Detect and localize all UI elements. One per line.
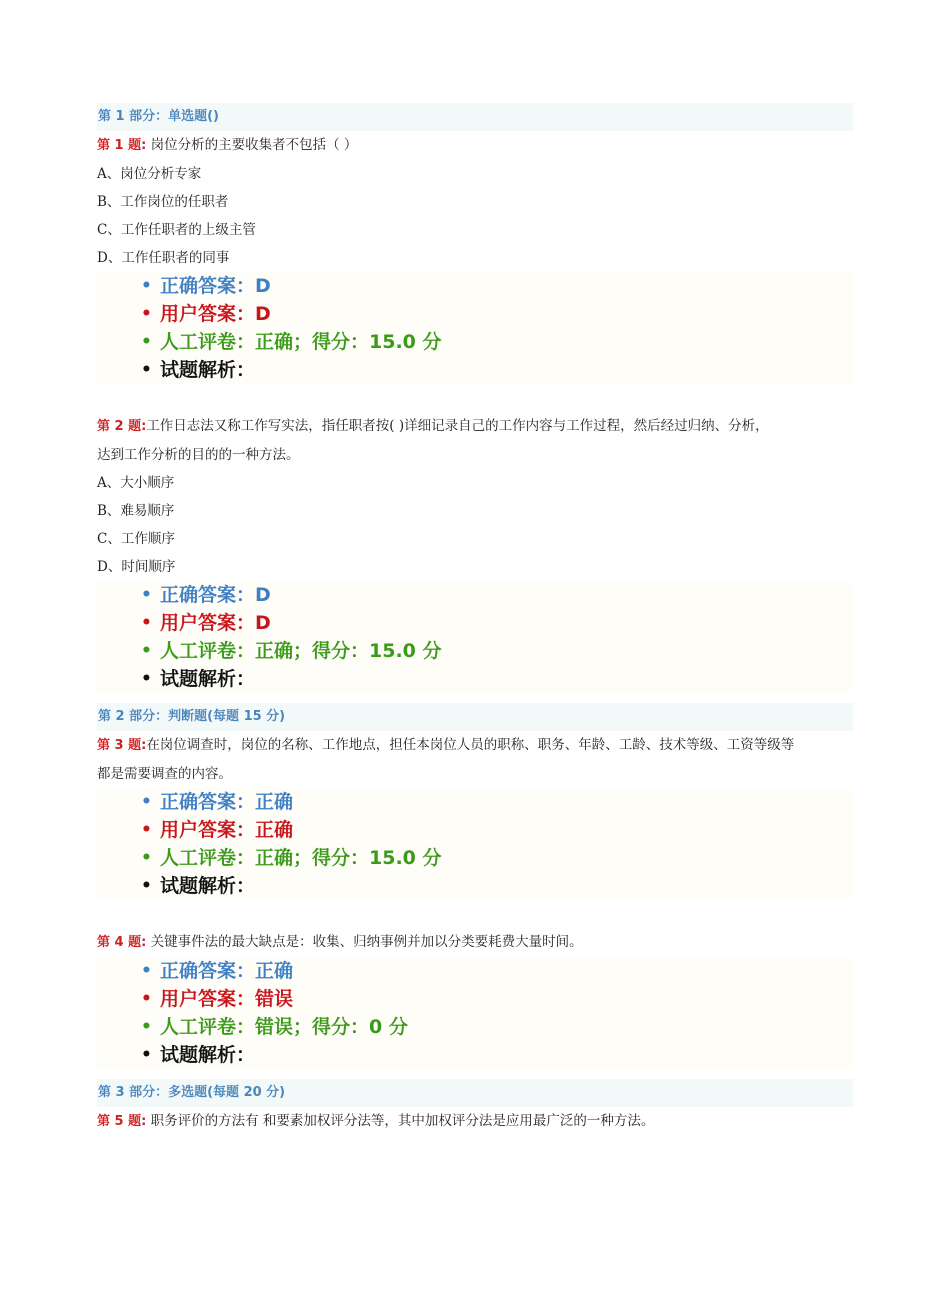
- question-number: 第 3 题: [97, 738, 142, 753]
- explanation: • 试题解析：: [160, 872, 853, 900]
- question-text-continued: 达到工作分析的目的的一种方法。: [97, 447, 300, 463]
- question-number: 第 5 题: [97, 1114, 142, 1129]
- grading-result: • 人工评卷：错误；得分：0 分: [160, 1013, 853, 1041]
- section-header: 第 3 部分：多选题(每题 20 分): [97, 1079, 853, 1107]
- option-a: A、大小顺序: [97, 475, 175, 491]
- option-c: C、工作任职者的上级主管: [97, 222, 256, 238]
- option-a: A、岗位分析专家: [97, 166, 202, 182]
- question-text: 工作日志法又称工作写实法，指任职者按( )详细记录自己的工作内容与工作过程，然后经过归纳、分析，: [146, 418, 769, 434]
- answer-box: [97, 272, 853, 384]
- explanation: • 试题解析：: [160, 356, 853, 384]
- grading-result: • 人工评卷：正确；得分：15.0 分: [160, 637, 853, 665]
- question-text: 职务评价的方法有 和要素加权评分法等，其中加权评分法是应用最广泛的一种方法。: [150, 1113, 655, 1129]
- question-stem: 第 2 题:工作日志法又称工作写实法，指任职者按( )详细记录自己的工作内容与工作过程，然后经过归纳、分析，: [97, 418, 769, 434]
- user-answer: • 用户答案：D: [160, 300, 853, 328]
- explanation: • 试题解析：: [160, 665, 853, 693]
- question-stem: 第 4 题: 关键事件法的最大缺点是：收集、归纳事例并加以分类要耗费大量时间。: [97, 934, 583, 950]
- option-c: C、工作顺序: [97, 531, 175, 547]
- question-number: 第 2 题: [97, 419, 142, 434]
- answer-box: [97, 957, 853, 1069]
- question-text: 岗位分析的主要收集者不包括（ ）: [150, 137, 358, 153]
- option-b: B、工作岗位的任职者: [97, 194, 229, 210]
- section-header: 第 1 部分：单选题(): [97, 103, 853, 131]
- question-text: 关键事件法的最大缺点是：收集、归纳事例并加以分类要耗费大量时间。: [150, 934, 583, 950]
- section-header: 第 2 部分：判断题(每题 15 分): [97, 703, 853, 731]
- option-b: B、难易顺序: [97, 503, 175, 519]
- correct-answer: • 正确答案：D: [160, 581, 853, 609]
- answer-box: [97, 788, 853, 900]
- question-stem: 第 5 题: 职务评价的方法有 和要素加权评分法等，其中加权评分法是应用最广泛的一种方法。: [97, 1113, 655, 1129]
- grading-result: • 人工评卷：正确；得分：15.0 分: [160, 328, 853, 356]
- user-answer: • 用户答案：错误: [160, 985, 853, 1013]
- question-stem: 第 3 题:在岗位调查时，岗位的名称、工作地点，担任本岗位人员的职称、职务、年龄、工龄、技术等级、工资等级等: [97, 737, 795, 753]
- user-answer: • 用户答案：正确: [160, 816, 853, 844]
- answer-box: [97, 581, 853, 693]
- question-stem: 第 1 题: 岗位分析的主要收集者不包括（ ）: [97, 137, 358, 153]
- question-text-continued: 都是需要调查的内容。: [97, 766, 232, 782]
- question-number: 第 4 题: [97, 935, 142, 950]
- option-d: D、时间顺序: [97, 559, 176, 575]
- question-text: 在岗位调查时，岗位的名称、工作地点，担任本岗位人员的职称、职务、年龄、工龄、技术等级、工资等级等: [146, 737, 795, 753]
- user-answer: • 用户答案：D: [160, 609, 853, 637]
- explanation: • 试题解析：: [160, 1041, 853, 1069]
- correct-answer: • 正确答案：正确: [160, 957, 853, 985]
- exam-document: [97, 103, 853, 1136]
- grading-result: • 人工评卷：正确；得分：15.0 分: [160, 844, 853, 872]
- correct-answer: • 正确答案：D: [160, 272, 853, 300]
- option-d: D、工作任职者的同事: [97, 250, 230, 266]
- question-number: 第 1 题: [97, 138, 142, 153]
- correct-answer: • 正确答案：正确: [160, 788, 853, 816]
